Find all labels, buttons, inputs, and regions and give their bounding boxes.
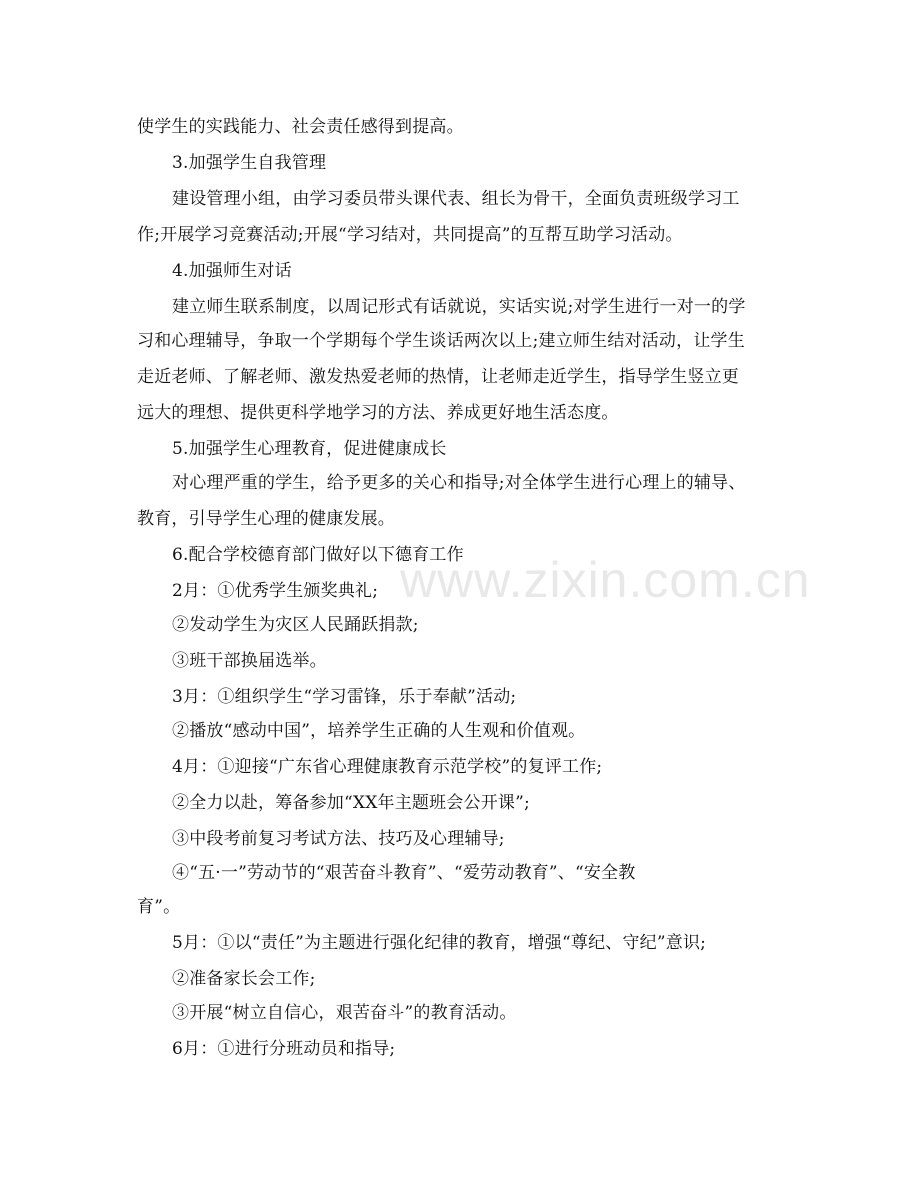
watermark: www.zixin.com.cn bbox=[400, 552, 811, 608]
list-item: ②准备家长会工作; bbox=[172, 969, 316, 989]
body-text-line: 建设管理小组，由学习委员带头课代表、组长为骨干，全面负责班级学习工 bbox=[172, 189, 740, 209]
section-heading: 3.加强学生自我管理 bbox=[172, 153, 327, 173]
body-text-line: 作;开展学习竞赛活动;开展“学习结对，共同提高”的互帮互助学习活动。 bbox=[137, 225, 683, 245]
list-item: ③班干部换届选举。 bbox=[172, 651, 327, 671]
list-item: 3月：①组织学生“学习雷锋，乐于奉献”活动; bbox=[172, 687, 517, 707]
list-item: ③开展“树立自信心，艰苦奋斗”的教育活动。 bbox=[172, 1003, 517, 1023]
body-text-line: 建立师生联系制度，以周记形式有话就说，实话实说;对学生进行一对一的学 bbox=[172, 297, 746, 317]
section-heading: 5.加强学生心理教育，促进健康成长 bbox=[172, 439, 447, 459]
list-item: ③中段考前复习考试方法、技巧及心理辅导; bbox=[172, 829, 505, 849]
list-item: ④“五·一”劳动节的“艰苦奋斗教育”、“爱劳动教育”、“安全教 bbox=[172, 863, 636, 883]
body-text-line: 走近老师、了解老师、激发热爱老师的热情，让老师走近学生，指导学生竖立更 bbox=[137, 367, 739, 387]
section-heading: 4.加强师生对话 bbox=[172, 261, 292, 281]
list-item: 6月：①进行分班动员和指导; bbox=[172, 1039, 396, 1059]
body-text-line: 使学生的实践能力、社会责任感得到提高。 bbox=[137, 117, 464, 137]
body-text-line: 习和心理辅导，争取一个学期每个学生谈话两次以上;建立师生结对活动，让学生 bbox=[137, 331, 745, 351]
list-item: 5月：①以“责任”为主题进行强化纪律的教育，增强“尊纪、守纪”意识; bbox=[172, 933, 707, 953]
section-heading: 6.配合学校德育部门做好以下德育工作 bbox=[172, 545, 464, 565]
list-item: ②全力以赴，筹备参加“XX年主题班会公开课”; bbox=[172, 793, 530, 813]
list-item: 2月：①优秀学生颁奖典礼; bbox=[172, 581, 379, 601]
body-text-line: 远大的理想、提供更科学地学习的方法、养成更好地生活态度。 bbox=[137, 403, 619, 423]
list-item-continuation: 育”。 bbox=[137, 897, 181, 917]
body-text-line: 对心理严重的学生，给予更多的关心和指导;对全体学生进行心理上的辅导、 bbox=[172, 473, 746, 493]
body-text-line: 教育，引导学生心理的健康发展。 bbox=[137, 509, 395, 529]
list-item: ②发动学生为灾区人民踊跃捐款; bbox=[172, 615, 419, 635]
list-item: 4月：①迎接“广东省心理健康教育示范学校”的复评工作; bbox=[172, 757, 603, 777]
list-item: ②播放“感动中国”，培养学生正确的人生观和价值观。 bbox=[172, 721, 586, 741]
